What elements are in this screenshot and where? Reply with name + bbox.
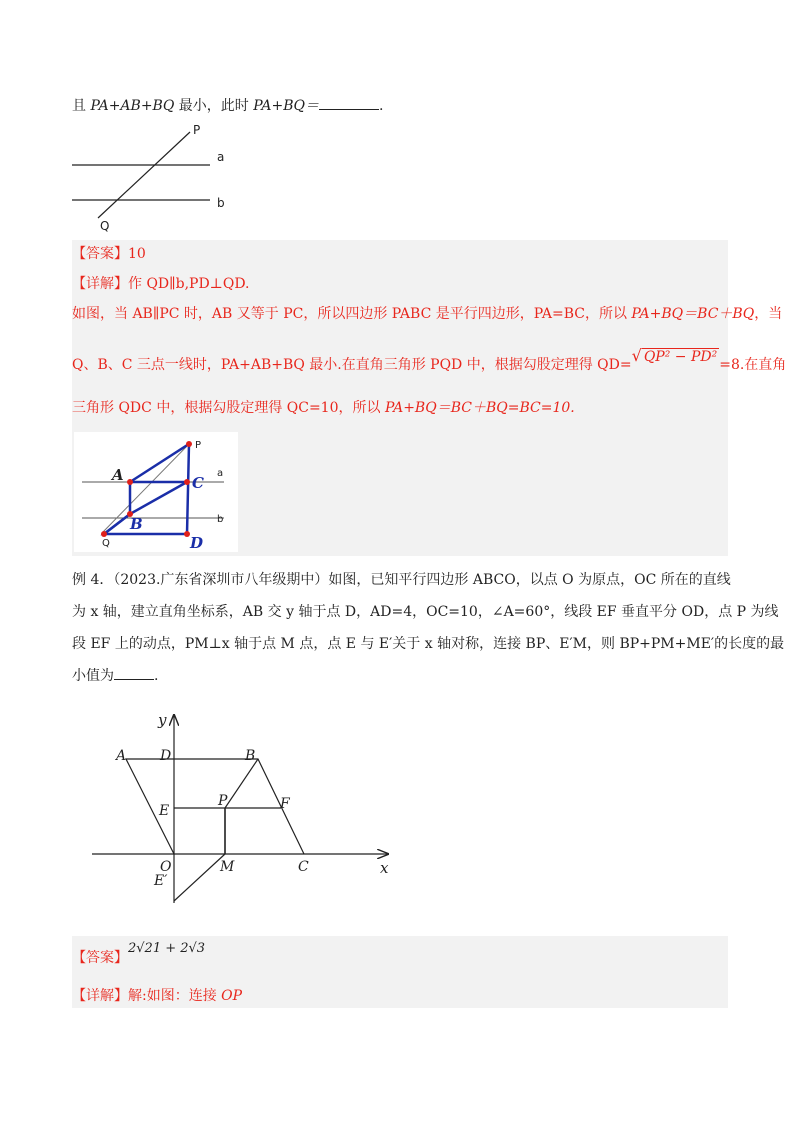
answer-tag: 【答案】 [72,246,128,262]
detail-expression: OP [221,988,243,1004]
answer-value: 10 [128,246,146,262]
detail-tag: 【详解】 [72,276,128,292]
question-expression: PA+BQ＝ [253,98,319,114]
label-a-line: a [217,468,224,479]
label-m: M [220,859,235,875]
example-text: . [154,668,159,684]
detail-line [72,304,782,324]
detail-text: ，当 [754,306,783,322]
answer-line [72,941,206,969]
label-b: B [245,748,256,764]
answer-box [72,240,787,556]
label-b-line: b [217,514,224,525]
label-a: a [217,150,225,164]
answer-value: 2√21 + 2√3 [128,941,206,956]
label-q: Q [102,538,110,549]
label-b: B [130,515,143,533]
figure-parallel-lines [60,118,240,236]
label-p: P [195,440,202,451]
example-text: 段 EF 上的动点，PM⊥x 轴于点 M 点，点 E 与 E′关于 x 轴对称，连接 BP、E′M，则 BP+PM+ME′的长度的最 [72,636,785,652]
detail-expression: PA+BQ＝BC＋BQ [631,306,755,322]
label-c: C [192,474,204,492]
question-suffix: . [378,98,384,114]
label-e: E [159,803,170,819]
detail-text: Q、B、C 三点一线时，PA+AB+BQ 最小.在直角三角形 PQD 中，根据勾股定理得 QD= [72,357,632,373]
figure-parallelogram-answer [74,432,238,552]
example-line [72,602,779,622]
detail-tag: 【详解】 [72,988,128,1004]
detail-expression: PA+BQ＝BC＋BQ=BC=10. [384,400,575,416]
label-e-prime: E′ [154,873,168,889]
detail-line [72,398,575,418]
label-p: P [193,123,201,137]
answer-box [72,936,728,1008]
label-o: O [160,859,172,875]
label-q: Q [100,219,110,233]
label-a: A [116,748,127,764]
label-p: P [218,793,228,809]
detail-text: 三角形 QDC 中，根据勾股定理得 QC=10，所以 [72,400,385,416]
answer-blank [114,667,154,680]
answer-line [72,244,146,264]
question-mid-text: 最小，此时 [174,98,254,114]
detail-text: 如图，当 AB∥PC 时，AB 又等于 PC，所以四边形 PABC 是平行四边形，PA=BC，所以 [72,306,632,322]
question-line [72,96,383,116]
answer-blank [319,97,379,110]
sqrt-radicand: QP² − PD² [643,349,718,365]
detail-line [72,346,787,375]
example-line [72,666,158,686]
label-a: A [112,466,124,484]
sqrt-expression: √ QP² − PD² [631,346,718,365]
detail-line [72,986,242,1006]
answer-tag: 【答案】 [72,950,128,966]
example-text: 例 4．（2023.广东省深圳市八年级期中）如图，已知平行四边形 ABCO，以点 O 为原点，OC 所在的直线 [72,572,731,588]
example-line [72,570,731,590]
detail-text: =8.在直角 [719,357,787,373]
example-line [72,634,784,654]
label-c: C [298,859,309,875]
label-f: F [280,796,290,812]
question-expression: PA+AB+BQ [90,98,175,114]
question-prefix: 且 [72,98,91,114]
detail-text: 作 QD∥b,PD⊥QD. [128,276,250,292]
label-d: D [160,748,172,764]
label-b: b [217,196,225,210]
detail-line [72,274,250,294]
figure-coordinate-parallelogram [88,705,408,915]
label-x: x [380,859,389,877]
detail-text: 解:如图：连接 [128,988,222,1004]
example-text: 为 x 轴，建立直角坐标系，AB 交 y 轴于点 D，AD=4，OC=10，∠A=60°，线段 EF 垂直平分 OD，点 P 为线 [72,604,779,620]
label-y: y [158,711,167,729]
label-d: D [190,534,204,552]
example-text: 小值为 [72,668,114,684]
